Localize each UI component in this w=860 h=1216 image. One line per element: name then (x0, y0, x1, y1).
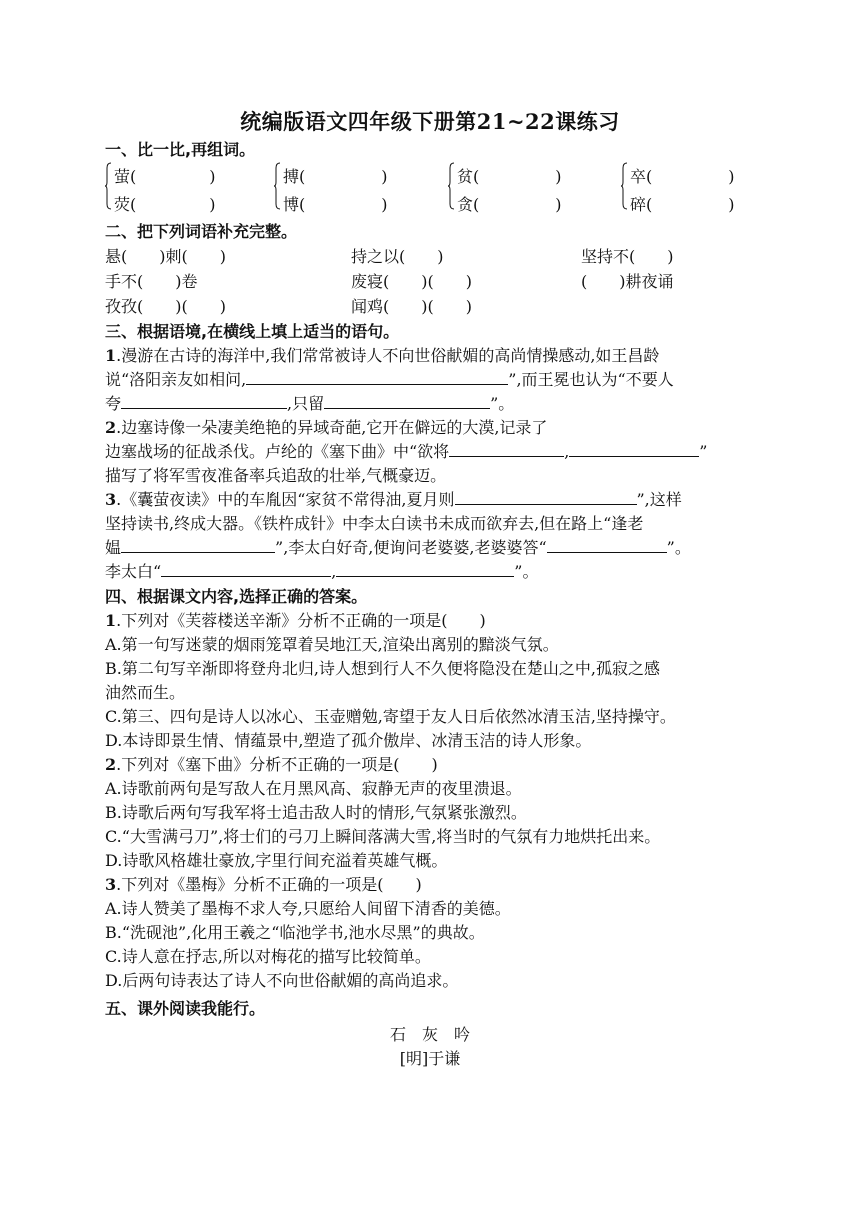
left-brace-icon (448, 162, 455, 210)
answer-blank[interactable] (547, 538, 667, 553)
section-4-heading: 四、根据课文内容,选择正确的答案。 (105, 587, 368, 606)
mc-option: B.诗歌后两句写我军将士追击敌人时的情形,气氛紧张激烈。 (105, 803, 527, 822)
idiom-blank: 闻鸡( )( ) (351, 297, 472, 316)
mc-option: A.诗歌前两句是写敌人在月黑风高、寂静无声的夜里溃退。 (105, 779, 522, 798)
idiom-blank: 持之以( ) (351, 247, 444, 266)
answer-blank[interactable] (449, 442, 564, 457)
answer-blank[interactable] (455, 490, 637, 505)
pair-4-top: 卒( ) (630, 167, 735, 186)
q3-1-line-1: 1.漫游在古诗的海洋中,我们常常被诗人不向世俗献媚的高尚情操感动,如王昌龄 (105, 346, 660, 365)
left-brace-icon (274, 162, 281, 210)
pair-4-bottom: 碎( ) (630, 195, 735, 214)
q3-3-line-4: 李太白“ , ”。 (105, 562, 539, 581)
pair-3-bottom: 贪( ) (457, 195, 562, 214)
mc-question: 1.下列对《芙蓉楼送辛渐》分析不正确的一项是( ) (105, 611, 486, 630)
q3-2-line-3: 描写了将军雪夜准备率兵追敌的壮举,气概豪迈。 (105, 466, 447, 485)
section-5-heading: 五、课外阅读我能行。 (105, 999, 266, 1018)
left-brace-icon (105, 162, 112, 210)
left-brace-icon (621, 162, 628, 210)
answer-blank[interactable] (336, 562, 514, 577)
page-title: 统编版语文四年级下册第21~22课练习 (240, 109, 620, 134)
mc-option: 油然而生。 (105, 683, 186, 702)
section-3-heading: 三、根据语境,在横线上填上适当的语句。 (105, 322, 400, 341)
mc-question: 3.下列对《墨梅》分析不正确的一项是( ) (105, 875, 422, 894)
q3-2-line-2: 边塞战场的征战杀伐。卢纶的《塞下曲》中“欲将 , ” (105, 442, 708, 461)
mc-option: A.诗人赞美了墨梅不求人夸,只愿给人间留下清香的美德。 (105, 899, 511, 918)
answer-blank[interactable] (121, 394, 287, 409)
q3-3-line-2: 坚持读书,终成大器。《铁杵成针》中李太白读书未成而欲弃去,但在路上“逢老 (105, 514, 644, 533)
pair-2-bottom: 博( ) (283, 195, 388, 214)
pair-3-top: 贫( ) (457, 167, 562, 186)
answer-blank[interactable] (324, 394, 490, 409)
q3-1-line-3: 夸 ,只留 ”。 (105, 394, 515, 413)
poem-title: 石 灰 吟 (389, 1025, 470, 1044)
q3-1-line-2: 说“洛阳亲友如相问, ”,而王冕也认为“不要人 (105, 370, 674, 389)
answer-blank[interactable] (121, 538, 275, 553)
pair-1-top: 萤( ) (114, 167, 216, 186)
pair-1-bottom: 荧( ) (114, 195, 216, 214)
mc-option: D.后两句诗表达了诗人不向世俗献媚的高尚追求。 (105, 971, 459, 990)
mc-option: C.“大雪满弓刀”,将士们的弓刀上瞬间落满大雪,将当时的气氛有力地烘托出来。 (105, 827, 661, 846)
q3-2-line-1: 2.边塞诗像一朵凄美绝艳的异域奇葩,它开在僻远的大漠,记录了 (105, 418, 548, 437)
poem-author: [明]于谦 (399, 1049, 461, 1068)
idiom-blank: 坚持不( ) (581, 247, 674, 266)
section-2-heading: 二、把下列词语补充完整。 (105, 222, 298, 241)
mc-option: A.第一句写迷蒙的烟雨笼罩着吴地江天,渲染出离别的黯淡气氛。 (105, 635, 559, 654)
mc-option: C.诗人意在抒志,所以对梅花的描写比较简单。 (105, 947, 431, 966)
mc-option: C.第三、四句是诗人以冰心、玉壶赠勉,寄望于友人日后依然冰清玉洁,坚持操守。 (105, 707, 676, 726)
mc-option: B.“洗砚池”,化用王羲之“临池学书,池水尽黑”的典故。 (105, 923, 485, 942)
idiom-blank: 悬( )刺( ) (105, 247, 226, 266)
idiom-blank: 孜孜( )( ) (105, 297, 226, 316)
q3-3-line-1: 3.《囊萤夜读》中的车胤因“家贫不常得油,夏月则 ”,这样 (105, 490, 682, 509)
answer-blank[interactable] (246, 370, 508, 385)
section-1-heading: 一、比一比,再组词。 (105, 140, 256, 159)
mc-option: B.第二句写辛渐即将登舟北归,诗人想到行人不久便将隐没在楚山之中,孤寂之感 (105, 659, 661, 678)
mc-option: D.诗歌风格雄壮豪放,字里行间充溢着英雄气概。 (105, 851, 448, 870)
mc-question: 2.下列对《塞下曲》分析不正确的一项是( ) (105, 755, 438, 774)
mc-option: D.本诗即景生情、情蕴景中,塑造了孤介傲岸、冰清玉洁的诗人形象。 (105, 731, 592, 750)
answer-blank[interactable] (569, 442, 699, 457)
idiom-blank: 手不( )卷 (105, 272, 198, 291)
pair-2-top: 搏( ) (283, 167, 388, 186)
q3-3-line-3: 媪 ”,李太白好奇,便询问老婆婆,老婆婆答“ ”。 (105, 538, 691, 557)
answer-blank[interactable] (161, 562, 331, 577)
idiom-blank: 废寝( )( ) (351, 272, 472, 291)
idiom-blank: ( )耕夜诵 (581, 272, 674, 291)
